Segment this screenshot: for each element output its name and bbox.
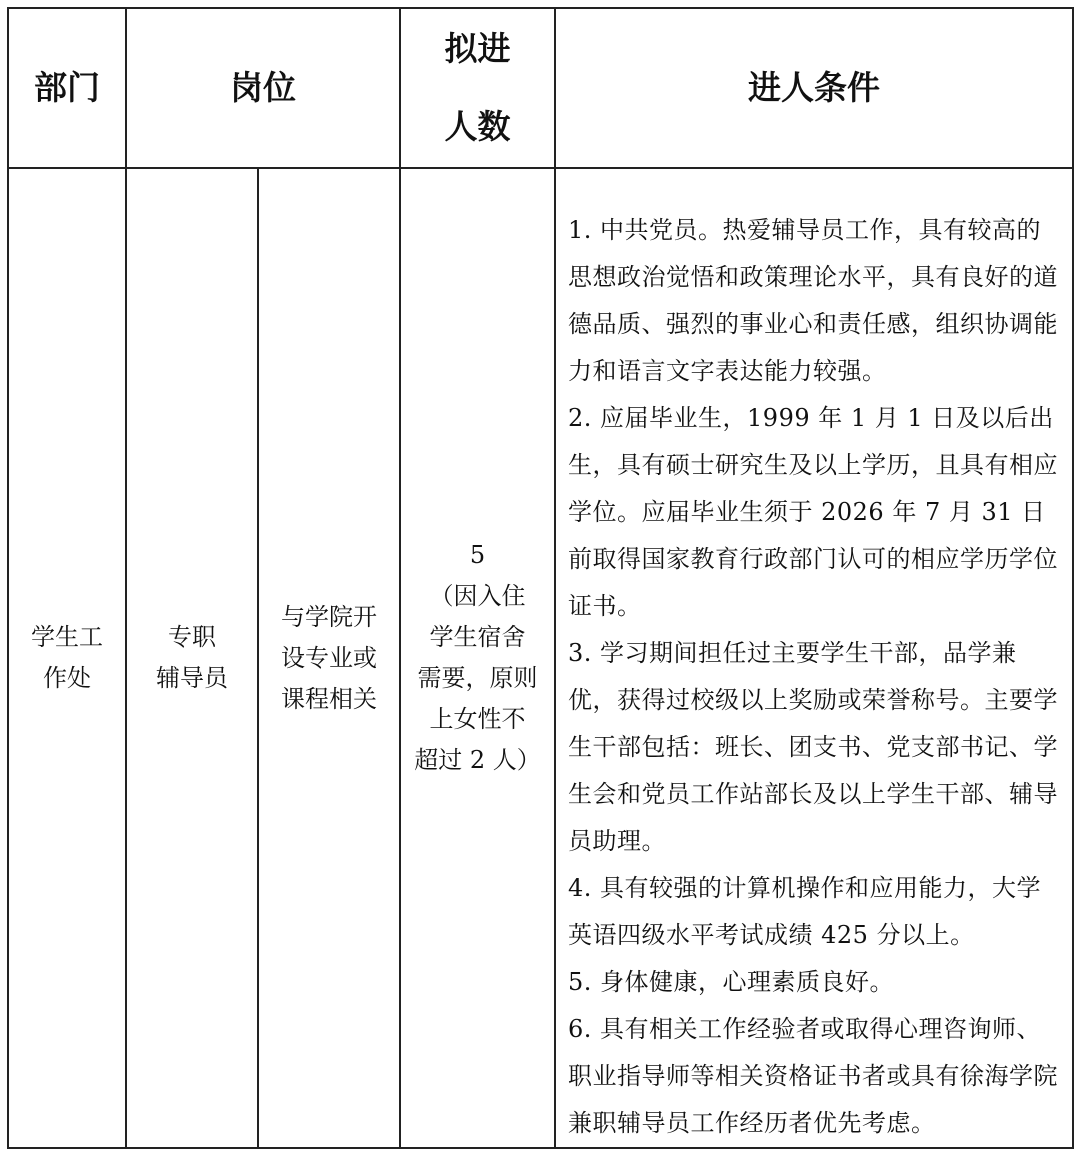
planned-count-cell (400, 168, 555, 1148)
planned-count-note-line: 超过 2 人） (414, 746, 541, 774)
header-planned-count (400, 8, 555, 168)
position-title-cell (126, 168, 258, 1148)
position-major-line: 设专业或 (281, 643, 377, 672)
position-major-line: 与学院开 (281, 602, 377, 631)
recruitment-table (7, 7, 1074, 1149)
requirement-item-2: 2. 应届毕业生，1999 年 1 月 1 日及以后出生，具有硕士研究生及以上学历，且具有相应学位。应届毕业生须于 2026 年 7 月 31 日前取得国家教育行政部门认可的相应学历学位证书。 (568, 404, 1058, 620)
planned-count-note-line: 上女性不 (429, 705, 526, 733)
header-count-line-2: 人数 (444, 107, 511, 146)
requirement-item-1: 1. 中共党员。热爱辅导员工作，具有较高的思想政治觉悟和政策理论水平，具有良好的道德品质、强烈的事业心和责任感，组织协调能力和语言文字表达能力较强。 (568, 216, 1058, 385)
requirement-item-6: 6. 具有相关工作经验者或取得心理咨询师、职业指导师等相关资格证书者或具有徐海学院兼职辅导员工作经历者优先考虑。 (568, 1015, 1058, 1137)
requirement-item-5: 5. 身体健康，心理素质良好。 (568, 968, 895, 996)
requirements-cell (555, 168, 1073, 1148)
header-row (8, 8, 1073, 168)
header-department: 部门 (8, 8, 126, 168)
planned-count-note-line: 学生宿舍 (429, 623, 526, 651)
position-title-line: 专职 (168, 623, 216, 651)
planned-count-value: 5 (469, 541, 486, 569)
planned-count-note-line: 需要，原则 (417, 664, 538, 692)
department-cell (8, 168, 126, 1148)
header-count-line-1: 拟进 (444, 29, 511, 68)
requirement-item-4: 4. 具有较强的计算机操作和应用能力，大学英语四级水平考试成绩 425 分以上。 (568, 874, 1042, 949)
department-line: 作处 (43, 664, 91, 692)
position-major-cell (258, 168, 400, 1148)
position-major-line: 课程相关 (281, 684, 377, 713)
header-requirements: 进人条件 (555, 8, 1073, 168)
planned-count-note-line: （因入住 (429, 582, 526, 610)
header-position: 岗位 (126, 8, 400, 168)
table-row (8, 168, 1073, 1148)
department-line: 学生工 (31, 623, 103, 651)
position-title-line: 辅导员 (156, 664, 228, 692)
requirement-item-3: 3. 学习期间担任过主要学生干部，品学兼优，获得过校级以上奖励或荣誉称号。主要学生干部包括：班长、团支书、党支部书记、学生会和党员工作站部长及以上学生干部、辅导员助理。 (568, 639, 1058, 855)
